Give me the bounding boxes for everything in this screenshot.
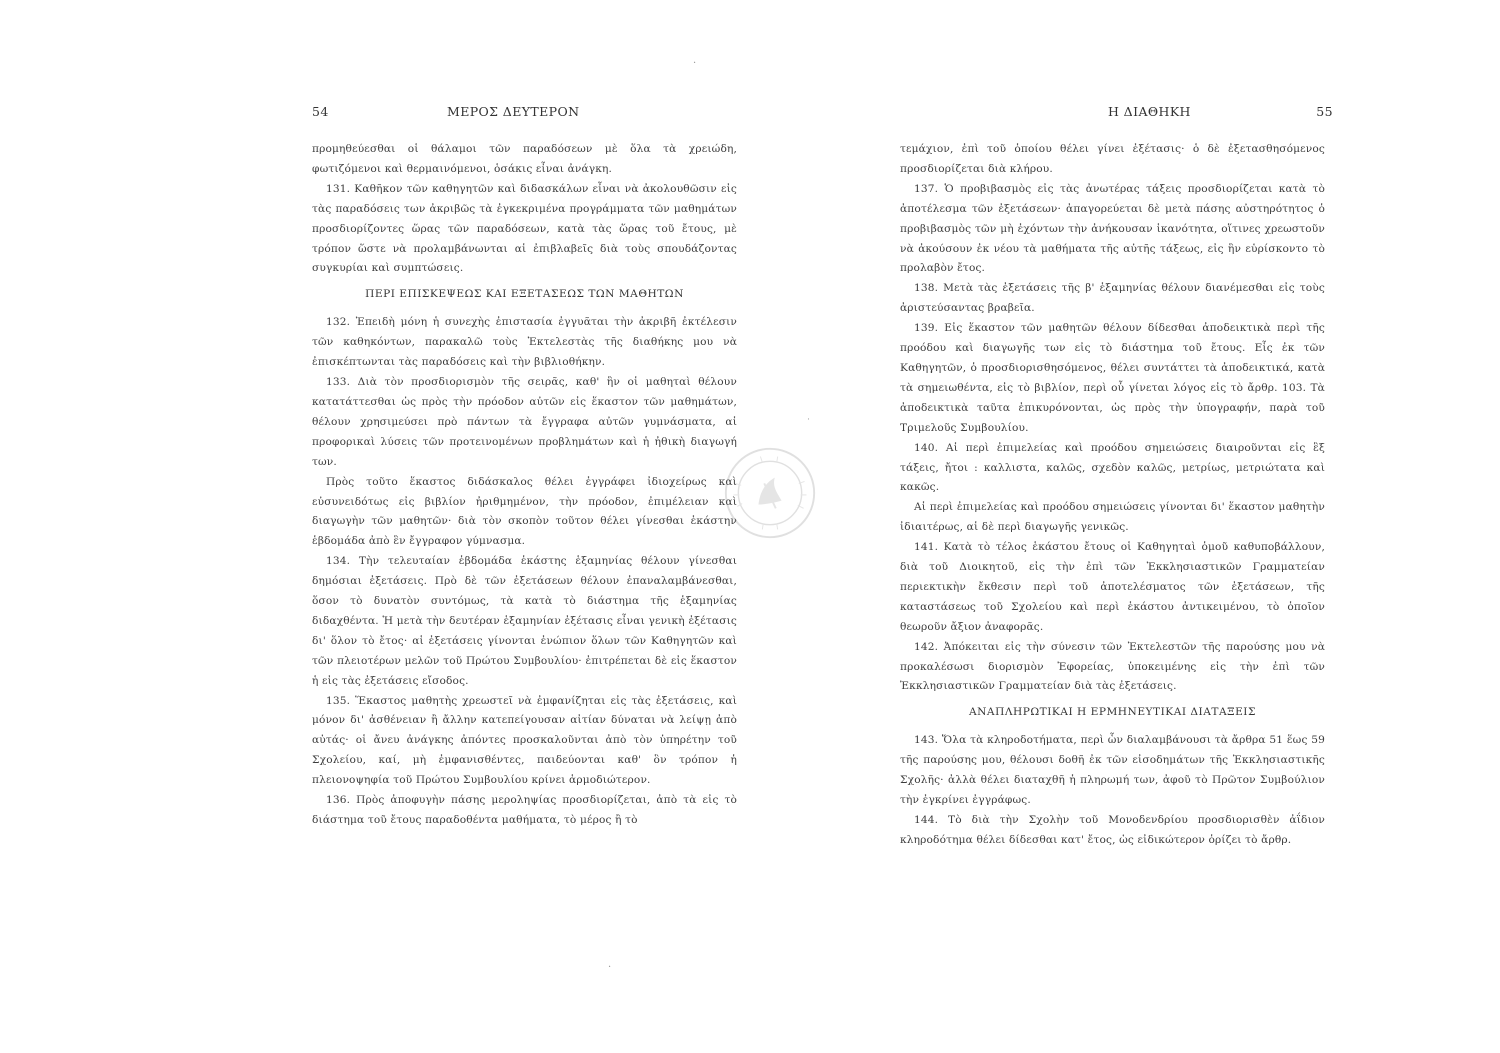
paragraph: 132. Ἐπειδὴ μόνη ἡ συνεχὴς ἐπιστασία ἐγγυᾶται τὴν ἀκριβῆ ἐκτέλεσιν τῶν καθηκόντων, παρακαλῶ τοὺς Ἐκτελεστὰς τῆς διαθήκης μου νὰ ἐπισκέπτωνται τὰς παραδόσεις καὶ τὴν βιβλιοθήκην. (312, 316, 737, 369)
paragraph: Αἱ περὶ ἐπιμελείας καὶ προόδου σημειώσεις γίνονται δι' ἕκαστον μαθητὴν ἰδιαιτέρως, αἱ δὲ περὶ διαγωγῆς γενικῶς. (900, 501, 1325, 534)
left-page (312, 104, 737, 831)
paragraph: 131. Καθῆκον τῶν καθηγητῶν καὶ διδασκάλων εἶναι νὰ ἀκολουθῶσιν εἰς τὰς παραδόσεις των ἀκριβῶς τὰ ἐγκεκριμένα προγράμματα τῶν μαθημάτων προσδιορίζοντες ὥρας τῶν παραδόσεων, κατὰ τὰς ὥρας τοῦ ἔτους, μὲ τρόπον ὥστε νὰ προλαμβάνωνται αἱ ἐπιβλαβεῖς διὰ τοὺς σπουδάζοντας συγκυρίαι καὶ συμπτώσεις. (312, 182, 737, 275)
right-running-title: Η ΔΙΑΘΗΚΗ (1108, 104, 1191, 119)
left-running-title: ΜΕΡΟΣ ΔΕΥΤΕΡΟΝ (447, 104, 580, 119)
left-page-header (312, 104, 737, 124)
left-page-body (312, 140, 737, 831)
scan-speck: · (608, 962, 612, 973)
paragraph: 134. Τὴν τελευταίαν ἑβδομάδα ἑκάστης ἑξαμηνίας θέλουν γίνεσθαι δημόσιαι ἐξετάσεις. Πρὸ δὲ τῶν ἐξετάσεων θέλουν ἐπαναλαμβάνεσθαι, ὅσον τὸ δυνατὸν συντόμως, τὰ κατὰ τὸ διάστημα τῆς ἑξαμηνίας διδαχθέντα. Ἡ μετὰ τὴν δευτέραν ἑξαμηνίαν ἐξέτασις εἶναι γενικὴ ἐξέτασις δι' ὅλον τὸ ἔτος· αἱ ἐξετάσεις γίνονται ἐνώπιον ὅλων τῶν Καθηγητῶν καὶ τῶν πλειοτέρων μελῶν τοῦ Πρώτου Συμβουλίου· ἐπιτρέπεται δὲ εἰς ἕκαστον ἡ εἰς τὰς ἐξετάσεις εἴσοδος. (312, 555, 737, 687)
section-heading: ΑΝΑΠΛΗΡΩΤΙΚΑΙ Η ΕΡΜΗΝΕΥΤΙΚΑΙ ΔΙΑΤΑΞΕΙΣ (969, 706, 1256, 719)
right-page-body (900, 140, 1325, 851)
paragraph: 143. Ὅλα τὰ κληροδοτήματα, περὶ ὧν διαλαμβάνουσι τὰ ἄρθρα 51 ἕως 59 τῆς παρούσης μου, θέλουσι δοθῆ ἐκ τῶν εἰσοδημάτων τῆς Ἐκκλησιαστικῆς Σχολῆς· ἀλλὰ θέλει διαταχθῆ ἡ πληρωμή των, ἀφοῦ τὸ Πρῶτον Συμβούλιον τὴν ἐγκρίνει ἐγγράφως. (900, 734, 1325, 807)
paragraph: 136. Πρὸς ἀποφυγὴν πάσης μεροληψίας προσδιορίζεται, ἀπὸ τὰ εἰς τὸ διάστημα τοῦ ἔτους παραδοθέντα μαθήματα, τὸ μέρος ἢ τὸ (312, 794, 737, 826)
paragraph: 135. Ἕκαστος μαθητὴς χρεωστεῖ νὰ ἐμφανίζηται εἰς τὰς ἐξετάσεις, καὶ μόνον δι' ἀσθένειαν ἢ ἄλλην κατεπείγουσαν αἰτίαν δύναται νὰ λείψῃ ἀπὸ αὐτάς· οἱ ἄνευ ἀνάγκης ἀπόντες προσκαλοῦνται ἀπὸ τὸν ὑπηρέτην τοῦ Σχολείου, καί, μὴ ἐμφανισθέντες, παιδεύονται καθ' ὃν τρόπον ἡ πλειονοψηφία τοῦ Πρώτου Συμβουλίου κρίνει ἁρμοδιώτερον. (312, 694, 737, 787)
right-page-number: 55 (1316, 104, 1333, 119)
library-seal-watermark (722, 445, 818, 541)
paragraph: Πρὸς τοῦτο ἕκαστος διδάσκαλος θέλει ἐγγράφει ἰδιοχείρως καὶ εὐσυνειδότως εἰς βιβλίον ἠριθμημένον, τὴν πρόοδον, ἐπιμέλειαν καὶ διαγωγὴν τῶν μαθητῶν· διὰ τὸν σκοπὸν τοῦτον θέλει γίνεσθαι ἑκάστην ἑβδομάδα ἀπὸ ἓν ἔγγραφον γύμνασμα. (312, 475, 737, 548)
right-page (900, 104, 1333, 851)
right-page-header (900, 104, 1333, 124)
paragraph: 138. Μετὰ τὰς ἐξετάσεις τῆς β' ἑξαμηνίας θέλουν διανέμεσθαι εἰς τοὺς ἀριστεύσαντας βραβεῖα. (900, 282, 1325, 315)
paragraph: 144. Τὸ διὰ τὴν Σχολὴν τοῦ Μονοδενδρίου προσδιορισθὲν ἀΐδιον κληροδότημα θέλει δίδεσθαι κατ' ἔτος, ὡς εἰδικώτερον ὁρίζει τὸ ἄρθρ. (900, 814, 1325, 846)
scan-speck: · (693, 58, 697, 69)
section-heading: ΠΕΡΙ ΕΠΙΣΚΕΨΕΩΣ ΚΑΙ ΕΞΕΤΑΣΕΩΣ ΤΩΝ ΜΑΘΗΤΩΝ (365, 288, 684, 301)
paragraph: 139. Εἰς ἕκαστον τῶν μαθητῶν θέλουν δίδεσθαι ἀποδεικτικὰ περὶ τῆς προόδου καὶ διαγωγῆς των εἰς τὸ διάστημα τοῦ ἔτους. Εἷς ἐκ τῶν Καθηγητῶν, ὁ προσδιορισθησόμενος, θέλει συντάττει τὰ ἀποδεικτικά, κατὰ τὰ σημειωθέντα, εἰς τὸ βιβλίον, περὶ οὗ γίνεται λόγος εἰς τὸ ἄρθρ. 103. Τὰ ἀποδεικτικὰ ταῦτα ἐπικυρόνονται, ὡς πρὸς τὴν ὑπογραφήν, παρὰ τοῦ Τριμελοῦς Συμβουλίου. (900, 322, 1325, 434)
scan-speck: ˙ (806, 418, 811, 429)
paragraph: 141. Κατὰ τὸ τέλος ἑκάστου ἔτους οἱ Καθηγηταὶ ὁμοῦ καθυποβάλλουν, διὰ τοῦ Διοικητοῦ, εἰς τὴν ἐπὶ τῶν Ἐκκλησιαστικῶν Γραμματείαν περιεκτικὴν ἔκθεσιν περὶ τοῦ ἀποτελέσματος τῶν ἐξετάσεων, τῆς καταστάσεως τοῦ Σχολείου καὶ περὶ ἑκάστου ἀντικειμένου, τὸ ὁποῖον θεωροῦν ἄξιον ἀναφορᾶς. (900, 541, 1325, 633)
paragraph: προμηθεύεσθαι οἱ θάλαμοι τῶν παραδόσεων μὲ ὅλα τὰ χρειώδη, φωτιζόμενοι καὶ θερμαινόμενοι, ὁσάκις εἶναι ἀνάγκη. (312, 143, 737, 175)
paragraph: 137. Ὁ προβιβασμὸς εἰς τὰς ἀνωτέρας τάξεις προσδιορίζεται κατὰ τὸ ἀποτέλεσμα τῶν ἐξετάσεων· ἀπαγορεύεται δὲ μετὰ πάσης αὐστηρότητος ὁ προβιβασμὸς τῶν μὴ ἐχόντων τὴν ἀνήκουσαν ἱκανότητα, οἵτινες χρεωστοῦν νὰ ἀκούσουν ἐκ νέου τὰ μαθήματα τῆς αὐτῆς τάξεως, εἰς ἣν εὑρίσκοντο τὸ προλαβὸν ἔτος. (900, 182, 1325, 275)
paragraph: 142. Ἀπόκειται εἰς τὴν σύνεσιν τῶν Ἐκτελεστῶν τῆς παρούσης μου νὰ προκαλέσωσι διορισμὸν Ἐφορείας, ὑποκειμένης εἰς τὴν ἐπὶ τῶν Ἐκκλησιαστικῶν Γραμματείαν διὰ τὰς ἐξετάσεις. (900, 640, 1325, 693)
paragraph: 133. Διὰ τὸν προσδιορισμὸν τῆς σειρᾶς, καθ' ἣν οἱ μαθηταὶ θέλουν κατατάττεσθαι ὡς πρὸς τὴν πρόοδον αὐτῶν εἰς ἕκαστον τῶν μαθημάτων, θέλουν χρησιμεύσει πρὸ πάντων τὰ ἔγγραφα αὐτῶν γυμνάσματα, αἱ προφορικαὶ λύσεις τῶν προτεινομένων προβλημάτων καὶ ἡ ἠθικὴ διαγωγή των. (312, 376, 737, 468)
paragraph: τεμάχιον, ἐπὶ τοῦ ὁποίου θέλει γίνει ἐξέτασις· ὁ δὲ ἐξετασθησόμενος προσδιορίζεται διὰ κλήρου. (900, 143, 1325, 175)
left-page-number: 54 (312, 104, 329, 119)
paragraph: 140. Αἱ περὶ ἐπιμελείας καὶ προόδου σημειώσεις διαιροῦνται εἰς ἓξ τάξεις, ἤτοι : καλλιστα, καλῶς, σχεδὸν καλῶς, μετρίως, μετριώτατα καὶ κακῶς. (900, 441, 1325, 494)
